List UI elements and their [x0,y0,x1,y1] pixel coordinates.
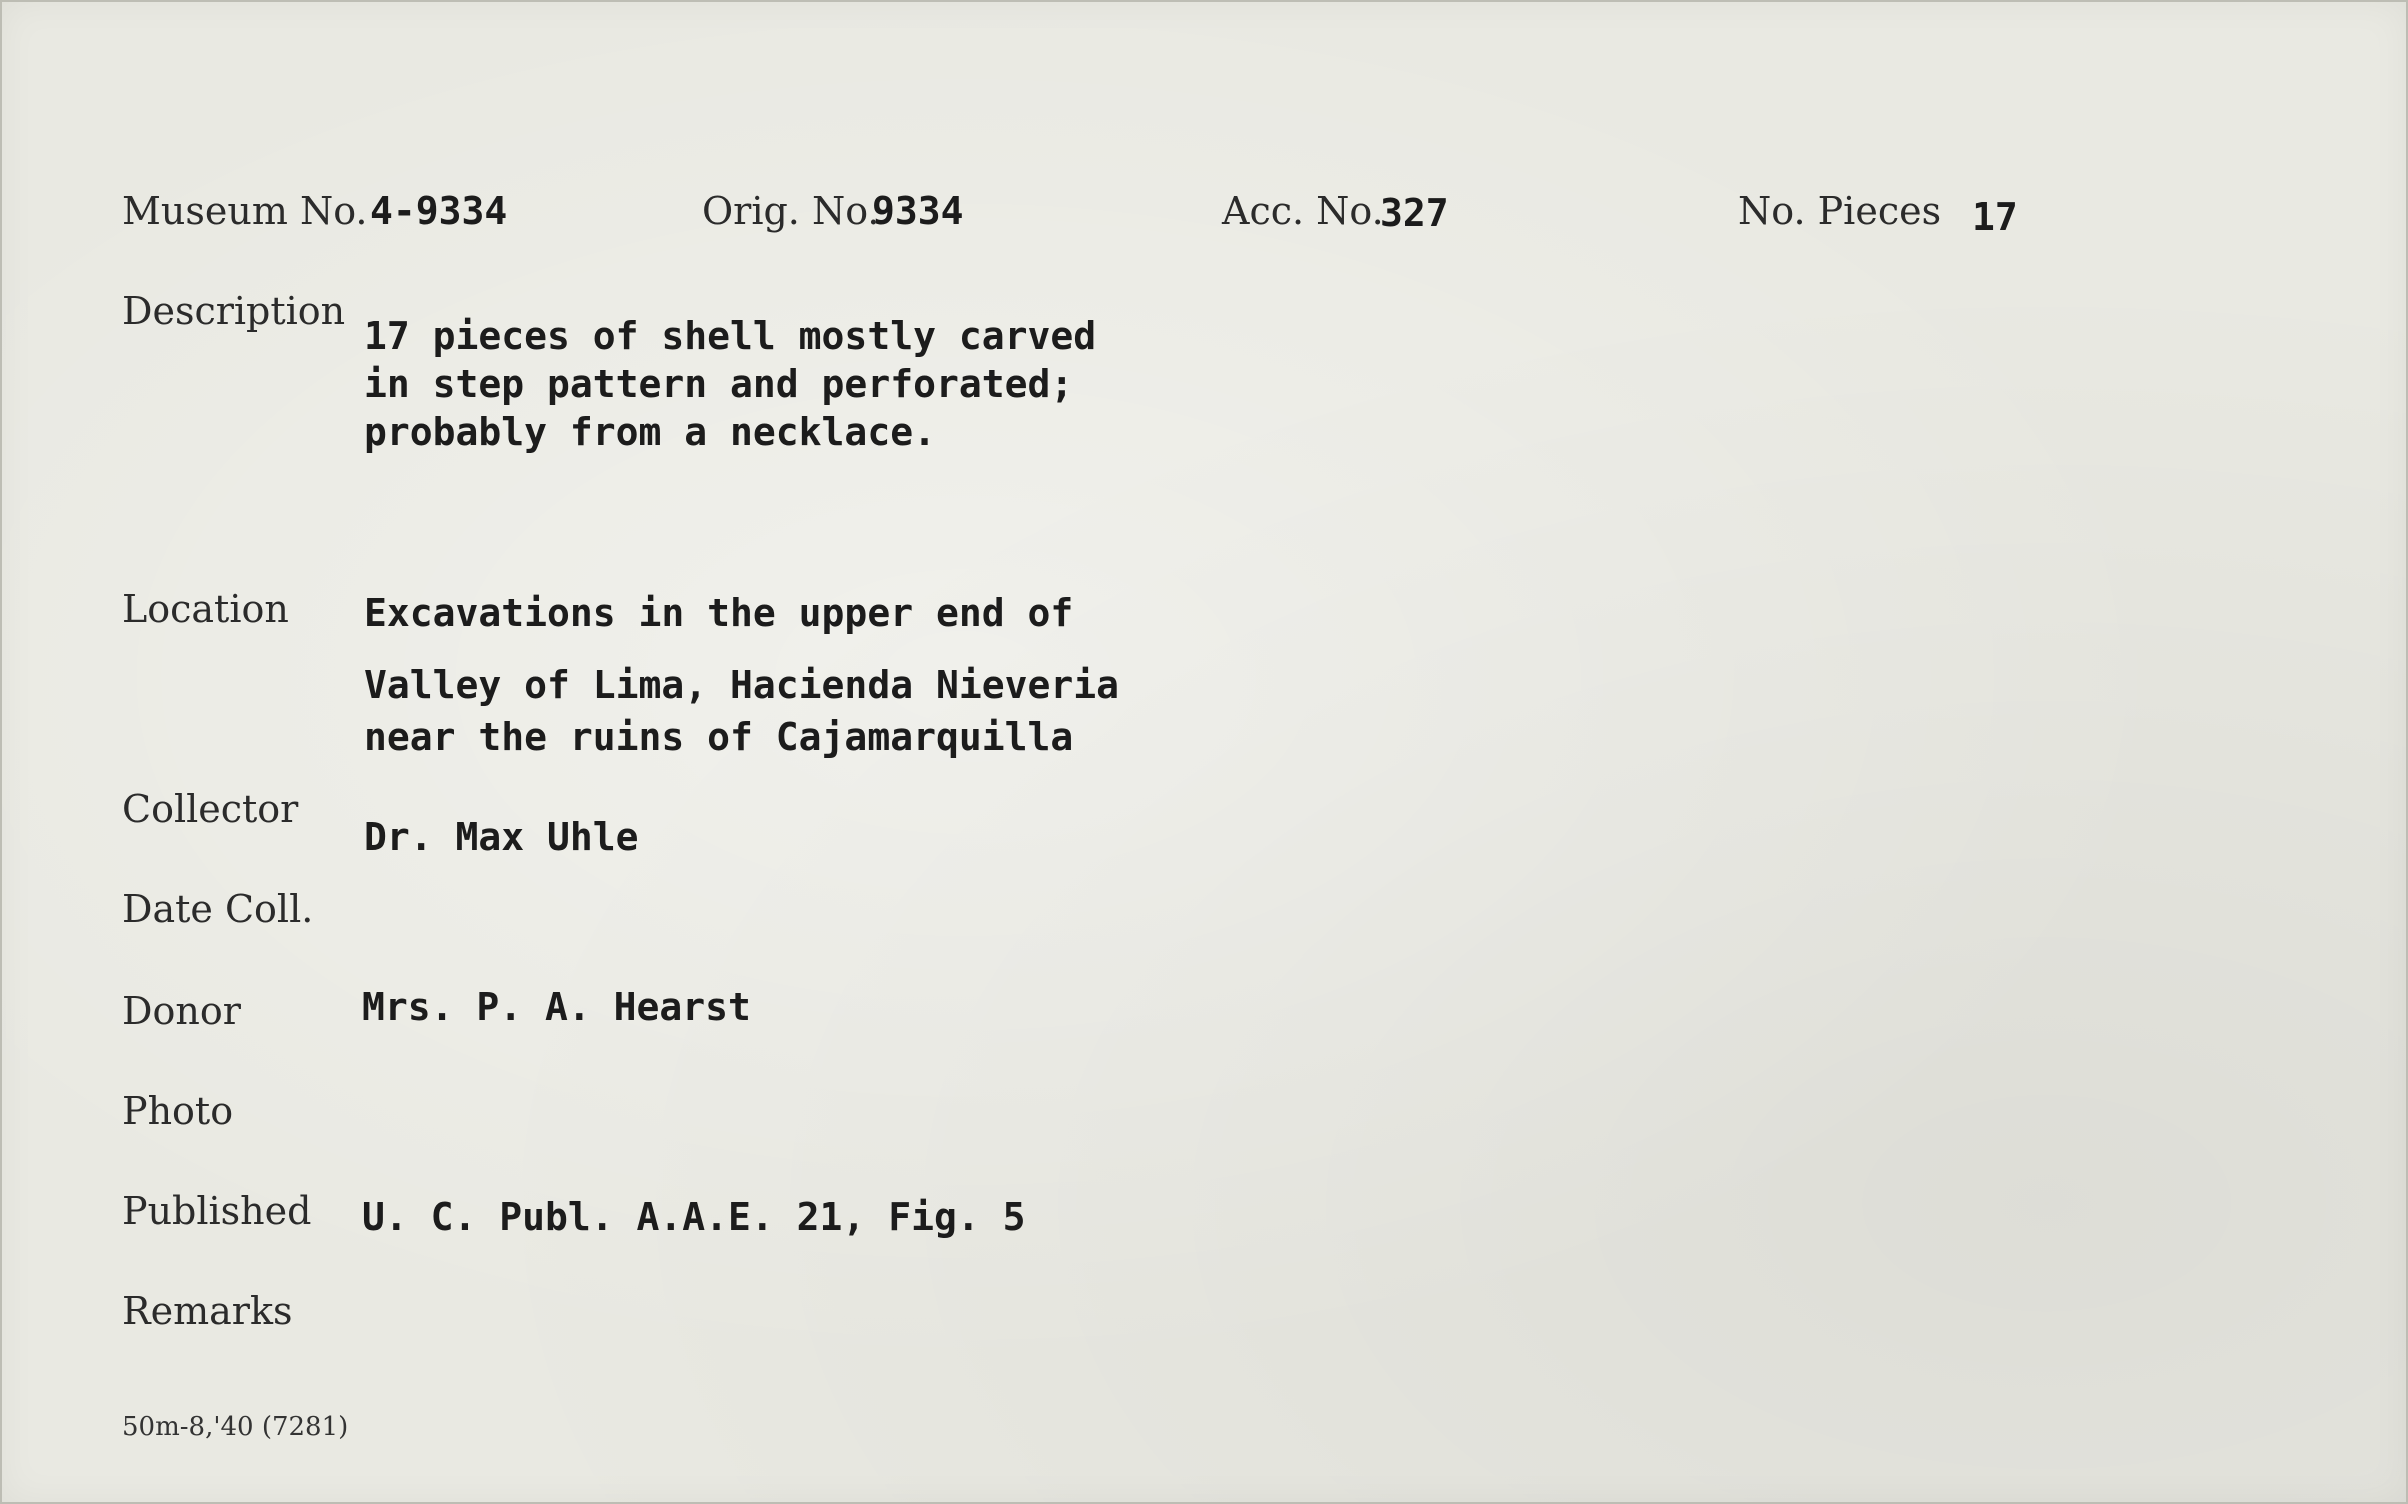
no-pieces-value: 17 [1972,195,2018,239]
remarks-label: Remarks [122,1289,293,1333]
donor-label: Donor [122,989,241,1033]
orig-no-label: Orig. No. [702,189,880,233]
location-line: Valley of Lima, Hacienda Nieveria [364,663,1119,707]
published-label: Published [122,1189,312,1233]
collector-value: Dr. Max Uhle [364,815,639,859]
orig-no-value: 9334 [872,189,964,233]
museum-no-label: Museum No. [122,189,368,233]
collector-label: Collector [122,787,299,831]
location-line: near the ruins of Cajamarquilla [364,715,1074,759]
description-text [364,312,1096,456]
description-label: Description [122,289,346,333]
photo-label: Photo [122,1089,234,1133]
acc-no-label: Acc. No. [1222,189,1384,233]
print-code: 50m-8,'40 (7281) [122,1412,349,1442]
published-value: U. C. Publ. A.A.E. 21, Fig. 5 [362,1195,1026,1239]
museum-no-value: 4-9334 [370,189,508,233]
donor-value: Mrs. P. A. Hearst [362,985,751,1029]
location-line: Excavations in the upper end of [364,591,1074,635]
description-line: probably from a necklace. [364,410,936,454]
acc-no-value: 327 [1380,191,1449,235]
description-line: in step pattern and perforated; [364,362,1074,406]
location-label: Location [122,587,289,631]
date-coll-label: Date Coll. [122,887,314,931]
description-line: 17 pieces of shell mostly carved [364,314,1097,358]
no-pieces-label: No. Pieces [1738,189,1942,233]
